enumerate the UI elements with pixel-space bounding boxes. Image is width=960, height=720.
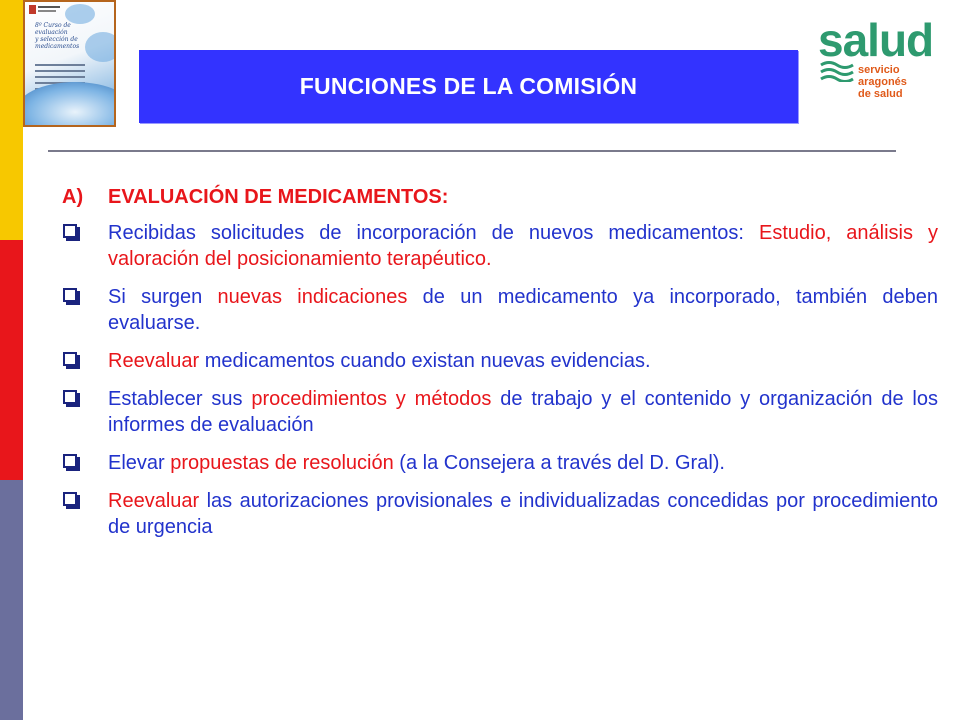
- list-item: Establecer sus procedimientos y métodos de trabajo y el contenido y organización de los informes de evaluación: [62, 386, 938, 438]
- divider-line: [48, 150, 896, 152]
- slide-title: FUNCIONES DE LA COMISIÓN: [299, 73, 638, 99]
- left-stripe-red: [0, 240, 23, 480]
- cover-title: [35, 22, 105, 50]
- left-stripe-grey: [0, 480, 23, 720]
- cover-title-line1: 8º Curso de evaluación: [35, 22, 71, 36]
- section-heading-text: EVALUACIÓN DE MEDICAMENTOS:: [108, 186, 449, 208]
- section-heading: [62, 184, 938, 210]
- list-item: Reevaluar las autorizaciones provisionales e individualizadas concedidas por procedimiento de urgencia: [62, 488, 938, 540]
- list-item: Reevaluar medicamentos cuando existan nuevas evidencias.: [62, 348, 938, 374]
- checkbox-bullet-icon: [62, 488, 108, 540]
- checkbox-bullet-icon: [62, 220, 108, 272]
- slide-content: [62, 184, 938, 552]
- checkbox-bullet-icon: [62, 284, 108, 336]
- list-item: Elevar propuestas de resolución (a la Consejera a través del D. Gral).: [62, 450, 938, 476]
- slide-title-box: [139, 50, 798, 123]
- wave-icon: [820, 60, 854, 82]
- left-stripe-yellow: [0, 0, 23, 240]
- logo-word: salud: [818, 14, 934, 66]
- checkbox-bullet-icon: [62, 386, 108, 438]
- course-cover-thumbnail: [23, 0, 116, 127]
- water-swirl-graphic: [23, 82, 116, 127]
- crest-icon: [29, 5, 36, 14]
- list-item: Recibidas solicitudes de incorporación de nuevos medicamentos: Estudio, análisis y valoración del posicionamiento terapéutico.: [62, 220, 938, 272]
- cover-title-line2: y selección de medicamentos: [35, 36, 80, 50]
- salud-logo: [818, 14, 948, 100]
- checkbox-bullet-icon: [62, 450, 108, 476]
- section-letter: A): [62, 186, 84, 208]
- checkbox-bullet-icon: [62, 348, 108, 374]
- list-item: Si surgen nuevas indicaciones de un medicamento ya incorporado, también deben evaluarse.: [62, 284, 938, 336]
- logo-subtitle: servicio aragonés de salud: [858, 64, 907, 100]
